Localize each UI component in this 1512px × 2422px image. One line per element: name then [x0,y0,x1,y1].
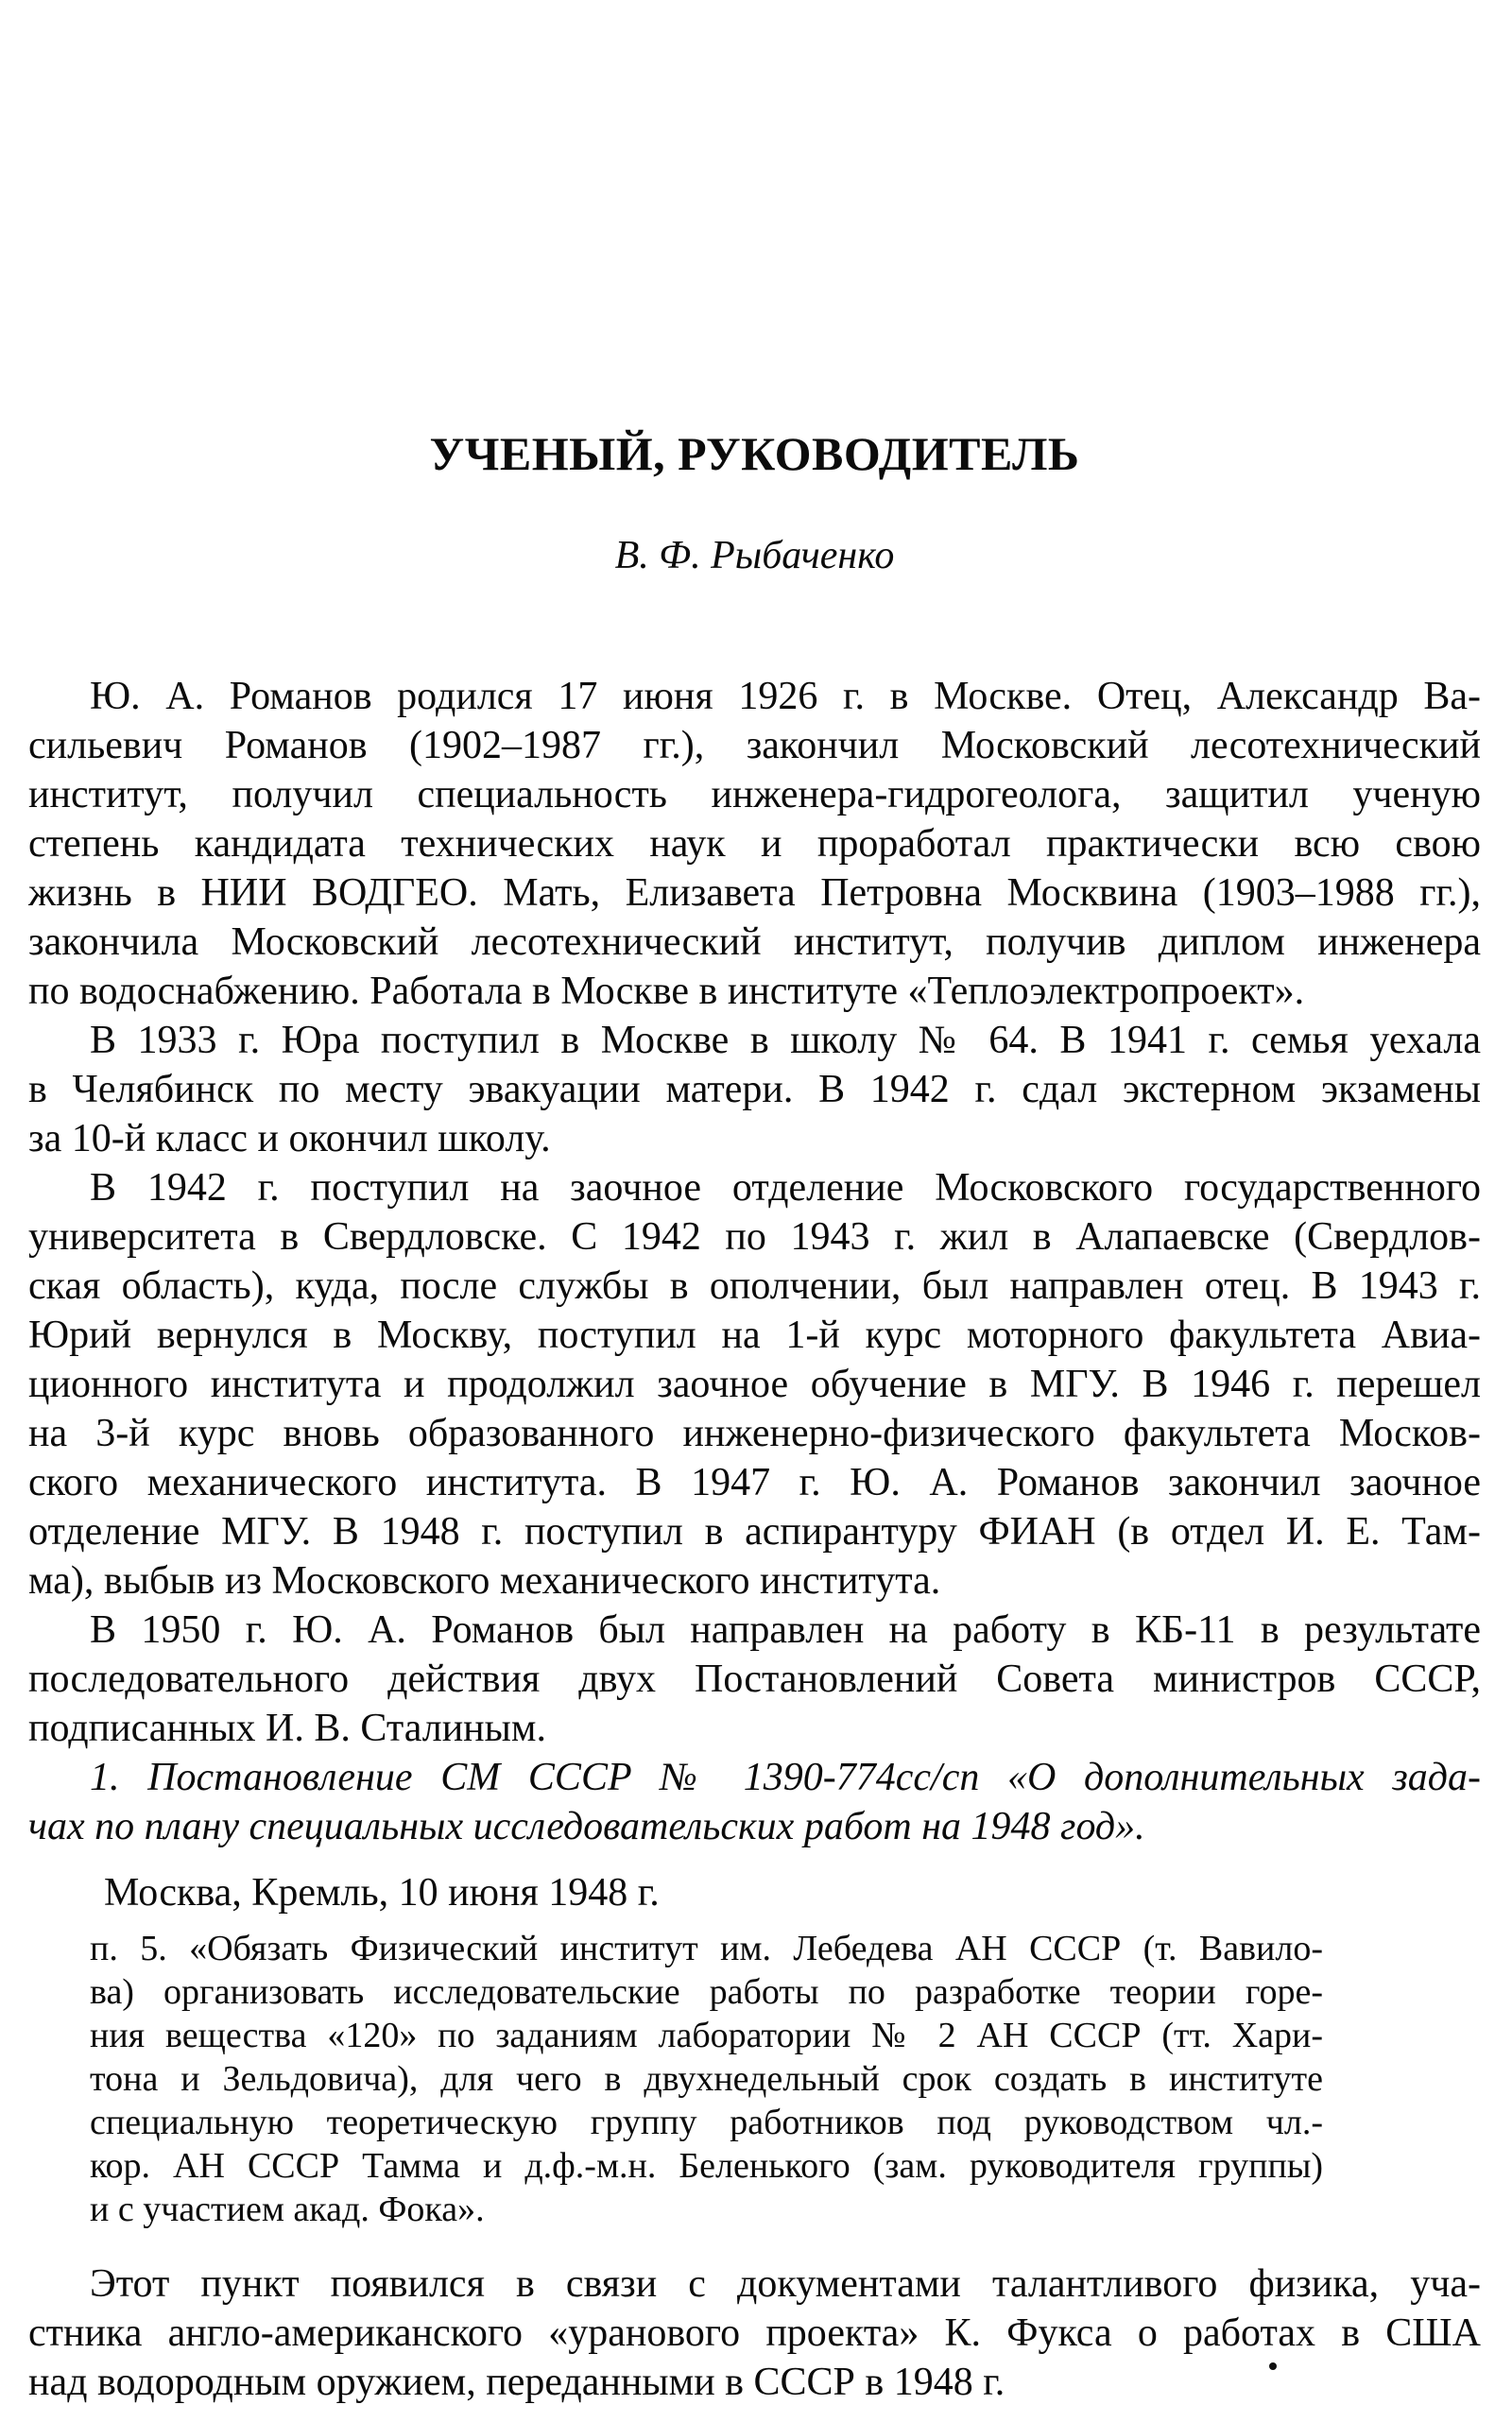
text-line: подписанных И. В. Сталиным. [28,1707,546,1750]
text-line: тона и Зельдовича), для чего в двухнедельный срок создать в институте [90,2059,1323,2099]
text-line: Ю. А. Романов родился 17 июня 1926 г. в Москве. Отец, Александр Ва- [90,675,1481,718]
text-line: чах по плану специальных исследовательских работ на 1948 год». [28,1805,1145,1848]
text-line: закончила Московский лесотехнический институт, получив диплом инженера [28,920,1481,964]
author-byline: В. Ф. Рыбаченко [614,534,895,577]
text-line: сильевич Романов (1902–1987 гг.), закончил Московский лесотехнический [28,724,1481,767]
text-line: В 1933 г. Юра поступил в Москве в школу № 64. В 1941 г. семья уехала [90,1019,1481,1062]
text-line: специальную теоретическую группу работников под руководством чл.- [90,2103,1323,2142]
paragraph-school [28,1017,1481,1164]
text-line: Москва, Кремль, 10 июня 1948 г. [104,1871,660,1915]
article-body [28,673,1481,2408]
text-line: институт, получил специальность инженера-гидрогеолога, защитил ученую [28,773,1481,816]
text-line: над водородным оружием, переданными в СССР в 1948 г. [28,2361,1005,2404]
paragraph-decree-title [28,1754,1481,1852]
ink-speck [1269,2362,1277,2370]
paragraph-birth-parents [28,673,1481,1017]
paragraph-fuchs [28,2260,1481,2408]
text-line: ва) организовать исследовательские работы по разработке теории горе- [90,1972,1323,2012]
text-line: в Челябинск по месту эвакуации матери. В 1942 г. сдал экстерном экзамены [28,1068,1481,1111]
text-line: ская область), куда, после службы в ополчении, был направлен отец. В 1943 г. [28,1264,1481,1308]
text-line: жизнь в НИИ ВОДГЕО. Мать, Елизавета Петровна Москвина (1903–1988 гг.), [28,871,1481,915]
text-line: 1. Постановление СМ СССР № 1390-774сс/сп «О дополнительных зада- [90,1756,1481,1799]
text-line: ского механического института. В 1947 г. Ю. А. Романов закончил заочное [28,1461,1481,1504]
text-line: стника англо-американского «уранового проекта» К. Фукса о работах в США [28,2311,1481,2355]
text-line: на 3-й курс вновь образованного инженерно-физического факультета Москов- [28,1412,1481,1455]
dateline [104,1869,1481,1918]
text-line: последовательного действия двух Постановлений Совета министров СССР, [28,1658,1481,1701]
text-line: по водоснабжению. Работала в Москве в институте «Теплоэлектропроект». [28,970,1305,1013]
text-line: п. 5. «Обязать Физический институт им. Лебедева АН СССР (т. Вавило- [90,1929,1323,1968]
text-line: отделение МГУ. В 1948 г. поступил в аспирантуру ФИАН (в отдел И. Е. Там- [28,1510,1481,1554]
text-line: Юрий вернулся в Москву, поступил на 1-й курс моторного факультета Авиа- [28,1314,1481,1357]
text-line: университета в Свердловске. С 1942 по 1943 г. жил в Алапаевске (Свердлов- [28,1215,1481,1259]
text-line: кор. АН СССР Тамма и д.ф.-м.н. Беленького (зам. руководителя группы) [90,2146,1323,2186]
text-line: Этот пункт появился в связи с документами талантливого физика, уча- [90,2262,1481,2306]
text-line: В 1950 г. Ю. А. Романов был направлен на работу в КБ-11 в результате [90,1608,1481,1652]
text-line: за 10-й класс и окончил школу. [28,1117,551,1160]
text-line: ния вещества «120» по заданиям лаборатории № 2 АН СССР (тт. Хари- [90,2016,1323,2055]
paragraph-university [28,1164,1481,1606]
text-line: В 1942 г. поступил на заочное отделение Московского государственного [90,1166,1481,1210]
text-line: степень кандидата технических наук и проработал практически всю свою [28,822,1481,866]
text-line: ма), выбыв из Московского механического института. [28,1559,941,1603]
text-line: ционного института и продолжил заочное обучение в МГУ. В 1946 г. перешел [28,1363,1481,1406]
page-title: УЧЕНЫЙ, РУКОВОДИТЕЛЬ [429,427,1080,480]
paragraph-kb11 [28,1606,1481,1754]
text-line: и с участием акад. Фока». [90,2190,485,2229]
blockquote-decree-text [90,1928,1323,2232]
